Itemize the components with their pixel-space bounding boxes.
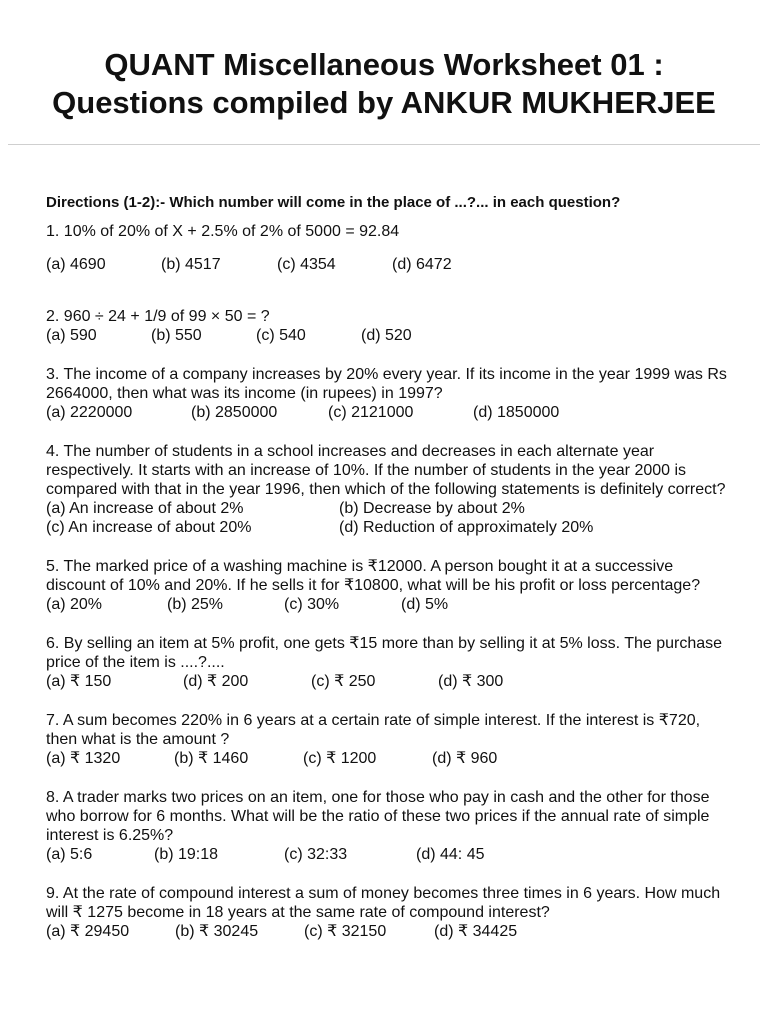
question-text: 3. The income of a company increases by 20% every year. If its income in the year 1999 was Rs 2664000, then what was its income (in rupees) in 1997? (46, 366, 727, 402)
option-c: (c) ₹ 32150 (304, 923, 387, 940)
option-d: (d) ₹ 300 (438, 673, 504, 690)
option-a: (a) ₹ 150 (46, 673, 112, 690)
option-c: (c) 2121000 (328, 404, 414, 421)
option-a: (a) 2220000 (46, 404, 133, 421)
options-row (46, 595, 728, 614)
option-a: (a) 590 (46, 327, 97, 344)
question-text: 8. A trader marks two prices on an item, one for those who pay in cash and the other for those who borrow for 6 months. What will be the ratio of these two prices if the annual rate of simple interest is 6.25%? (46, 789, 710, 844)
option-d: (d) 6472 (392, 256, 452, 273)
question-text: 2. 960 ÷ 24 + 1/9 of 99 × 50 = ? (46, 308, 270, 325)
options-row (46, 672, 728, 691)
question-text: 6. By selling an item at 5% profit, one gets ₹15 more than by selling it at 5% loss. The purchase price of the item is ....?.... (46, 635, 723, 671)
option-b: (b) ₹ 1460 (174, 750, 249, 767)
option-a: (a) ₹ 29450 (46, 923, 130, 940)
question-3 (46, 365, 728, 422)
question-4 (46, 442, 728, 537)
question-9 (46, 884, 728, 941)
question-5 (46, 557, 728, 614)
option-c: (c) ₹ 1200 (303, 750, 377, 767)
question-1 (46, 222, 728, 274)
question-2 (46, 307, 728, 345)
question-text: 7. A sum becomes 220% in 6 years at a certain rate of simple interest. If the interest is ₹720, then what is the amount ? (46, 712, 701, 748)
option-a: (a) ₹ 1320 (46, 750, 121, 767)
page-title-line-2: Questions compiled by ANKUR MUKHERJEE (52, 85, 716, 120)
options-row (46, 326, 728, 345)
question-text: 4. The number of students in a school increases and decreases in each alternate year respectively. It starts with an increase of 10%. If the number of students in the year 2000 is compared with that in the year 1996, then which of the following statements is definitely correct? (46, 443, 726, 498)
question-6 (46, 634, 728, 691)
directions-text: Directions (1-2):- Which number will come in the place of ...?... in each question? (46, 194, 621, 211)
options-row (46, 845, 728, 864)
option-c: (c) 32:33 (284, 846, 348, 863)
option-b: (b) Decrease by about 2% (339, 500, 525, 517)
option-d: (d) Reduction of approximately 20% (339, 519, 594, 536)
option-c: (c) 30% (284, 596, 340, 613)
option-b: (d) ₹ 200 (183, 673, 249, 690)
options-row (46, 403, 728, 422)
question-8 (46, 788, 728, 864)
question-7 (46, 711, 728, 768)
options-row (46, 749, 728, 768)
question-text: 1. 10% of 20% of X + 2.5% of 2% of 5000 = 92.84 (46, 223, 400, 240)
option-b: (b) ₹ 30245 (175, 923, 259, 940)
question-text: 9. At the rate of compound interest a sum of money becomes three times in 6 years. How much will ₹ 1275 become in 18 years at the same rate of compound interest? (46, 885, 721, 921)
page-title-line-1: QUANT Miscellaneous Worksheet 01 : (104, 47, 664, 82)
option-c: (c) 4354 (277, 256, 336, 273)
option-c: (c) An increase of about 20% (46, 519, 252, 536)
option-d: (d) ₹ 960 (432, 750, 498, 767)
options-grid (46, 499, 728, 537)
option-a: (a) An increase of about 2% (46, 500, 244, 517)
option-c: (c) 540 (256, 327, 306, 344)
option-b: (b) 4517 (161, 256, 221, 273)
option-c: (c) ₹ 250 (311, 673, 376, 690)
option-d: (d) ₹ 34425 (434, 923, 518, 940)
options-row (46, 922, 728, 941)
page-title (0, 0, 768, 122)
option-b: (b) 19:18 (154, 846, 219, 863)
option-a: (a) 4690 (46, 256, 106, 273)
worksheet-body (0, 193, 768, 941)
option-d: (d) 44: 45 (416, 846, 485, 863)
option-d: (d) 5% (401, 596, 449, 613)
option-b: (b) 2850000 (191, 404, 278, 421)
option-a: (a) 5:6 (46, 846, 93, 863)
title-divider (8, 144, 760, 145)
option-b: (b) 25% (167, 596, 224, 613)
question-text: 5. The marked price of a washing machine is ₹12000. A person bought it at a successive discount of 10% and 20%. If he sells it for ₹10800, what will be his profit or loss percentage? (46, 558, 701, 594)
option-d: (d) 1850000 (473, 404, 560, 421)
options-row (46, 255, 728, 274)
option-b: (b) 550 (151, 327, 202, 344)
option-a: (a) 20% (46, 596, 103, 613)
option-d: (d) 520 (361, 327, 412, 344)
